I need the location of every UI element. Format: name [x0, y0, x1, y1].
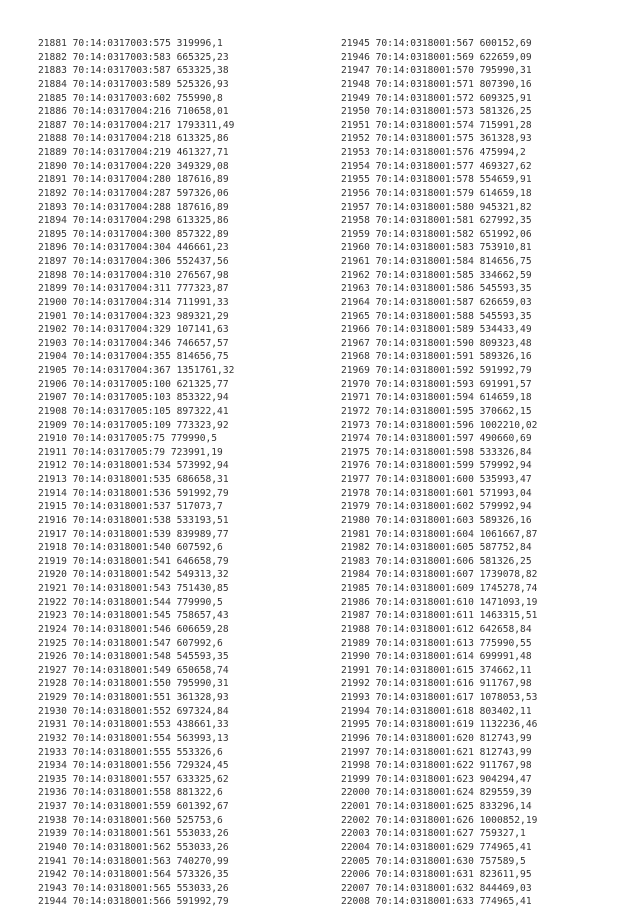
list-item: 21923 70:14:0318001:545 758657,43 [38, 610, 229, 622]
list-item: 21884 70:14:0317003:589 525326,93 [38, 78, 229, 90]
list-item: 21950 70:14:0318001:573 581326,25 [341, 106, 532, 118]
list-item: 21940 70:14:0318001:562 553033,26 [38, 841, 229, 853]
list-item: 21989 70:14:0318001:613 775990,55 [341, 637, 532, 649]
list-item: 21881 70:14:0317003:575 319996,1 [38, 38, 223, 49]
list-item: 21935 70:14:0318001:557 633325,62 [38, 773, 229, 785]
list-item: 21913 70:14:0318001:535 686658,31 [38, 474, 229, 485]
list-item: 22004 70:14:0318001:629 774965,41 [341, 841, 532, 853]
list-item: 21964 70:14:0318001:587 626659,03 [341, 296, 532, 308]
list-item: 21912 70:14:0318001:534 573992,94 [38, 460, 229, 472]
list-item: 21972 70:14:0318001:595 370662,15 [341, 405, 532, 417]
list-item: 21976 70:14:0318001:599 579992,94 [341, 460, 532, 472]
list-item: 21888 70:14:0317004:218 613325,86 [38, 133, 229, 145]
list-item: 21970 70:14:0318001:593 691991,57 [341, 378, 532, 390]
list-item: 21936 70:14:0318001:558 881322,6 [38, 787, 223, 799]
list-item: 21963 70:14:0318001:586 545593,35 [341, 283, 532, 295]
list-item: 21961 70:14:0318001:584 814656,75 [341, 256, 532, 267]
list-item: 21929 70:14:0318001:551 361328,93 [38, 692, 229, 703]
list-item: 21903 70:14:0317004:346 746657,57 [38, 337, 229, 349]
list-item: 21984 70:14:0318001:607 1739078,82 [341, 569, 538, 581]
list-item: 21954 70:14:0318001:577 469327,62 [341, 160, 532, 172]
list-item: 21895 70:14:0317004:300 857322,89 [38, 228, 229, 240]
list-item: 21995 70:14:0318001:619 1132236,46 [341, 719, 538, 731]
list-item: 21966 70:14:0318001:589 534433,49 [341, 324, 532, 336]
list-item: 21957 70:14:0318001:580 945321,82 [341, 201, 532, 213]
list-item: 22002 70:14:0318001:626 1000852,19 [341, 814, 538, 826]
list-item: 21958 70:14:0318001:581 627992,35 [341, 215, 532, 227]
list-item: 21911 70:14:0317005:79 723991,19 [38, 446, 223, 458]
list-item: 21987 70:14:0318001:611 1463315,51 [341, 610, 538, 622]
list-item: 21904 70:14:0317004:355 814656,75 [38, 351, 229, 363]
list-item: 21945 70:14:0318001:567 600152,69 [341, 38, 532, 49]
list-item: 21990 70:14:0318001:614 699991,48 [341, 651, 532, 663]
list-item: 21980 70:14:0318001:603 589326,16 [341, 514, 532, 526]
list-item: 21910 70:14:0317005:75 779990,5 [38, 433, 218, 445]
list-item: 21937 70:14:0318001:559 601392,67 [38, 801, 229, 812]
list-item: 21978 70:14:0318001:601 571993,04 [341, 487, 532, 499]
list-item: 21998 70:14:0318001:622 911767,98 [341, 760, 532, 772]
list-item: 21969 70:14:0318001:592 591992,79 [341, 365, 532, 376]
list-item: 21901 70:14:0317004:323 989321,29 [38, 310, 229, 322]
list-item: 21900 70:14:0317004:314 711991,33 [38, 296, 229, 308]
list-item: 21956 70:14:0318001:579 614659,18 [341, 187, 532, 199]
list-item: 21967 70:14:0318001:590 809323,48 [341, 337, 532, 349]
list-item: 21993 70:14:0318001:617 1078053,53 [341, 692, 538, 703]
list-item: 21983 70:14:0318001:606 581326,25 [341, 555, 532, 567]
list-item: 21906 70:14:0317005:100 621325,77 [38, 378, 229, 390]
list-item: 21959 70:14:0318001:582 651992,06 [341, 228, 532, 240]
list-item: 21918 70:14:0318001:540 607592,6 [38, 542, 223, 554]
list-item: 21997 70:14:0318001:621 812743,99 [341, 746, 532, 758]
list-item: 21941 70:14:0318001:563 740270,99 [38, 855, 229, 867]
left-column [38, 37, 234, 909]
list-item: 21938 70:14:0318001:560 525753,6 [38, 814, 223, 826]
list-item: 21893 70:14:0317004:288 187616,89 [38, 201, 229, 213]
list-item: 21902 70:14:0317004:329 107141,63 [38, 324, 229, 336]
list-item: 21999 70:14:0318001:623 904294,47 [341, 773, 532, 785]
list-item: 21898 70:14:0317004:310 276567,98 [38, 269, 229, 281]
list-item: 21916 70:14:0318001:538 533193,51 [38, 514, 229, 526]
list-item: 21928 70:14:0318001:550 795990,31 [38, 678, 229, 690]
list-item: 21882 70:14:0317003:583 665325,23 [38, 51, 229, 63]
list-item: 21915 70:14:0318001:537 517073,7 [38, 501, 223, 513]
list-item: 22000 70:14:0318001:624 829559,39 [341, 787, 532, 799]
list-item: 21996 70:14:0318001:620 812743,99 [341, 732, 532, 744]
list-item: 22001 70:14:0318001:625 833296,14 [341, 801, 532, 812]
list-item: 21909 70:14:0317005:109 773323,92 [38, 419, 229, 431]
list-item: 21977 70:14:0318001:600 535993,47 [341, 474, 532, 485]
list-item: 21930 70:14:0318001:552 697324,84 [38, 705, 229, 717]
list-item: 21982 70:14:0318001:605 587752,84 [341, 542, 532, 554]
list-item: 21943 70:14:0318001:565 553033,26 [38, 882, 229, 894]
list-item: 21952 70:14:0318001:575 361328,93 [341, 133, 532, 145]
list-item: 21905 70:14:0317004:367 1351761,32 [38, 365, 235, 376]
list-item: 21899 70:14:0317004:311 777323,87 [38, 283, 229, 295]
list-item: 21975 70:14:0318001:598 533326,84 [341, 446, 532, 458]
list-item: 21891 70:14:0317004:280 187616,89 [38, 174, 229, 186]
list-item: 21885 70:14:0317003:602 755990,8 [38, 92, 223, 104]
list-item: 21991 70:14:0318001:615 374662,11 [341, 664, 532, 676]
list-item: 21973 70:14:0318001:596 1002210,02 [341, 419, 538, 431]
list-item: 21914 70:14:0318001:536 591992,79 [38, 487, 229, 499]
list-item: 21894 70:14:0317004:298 613325,86 [38, 215, 229, 227]
list-item: 21887 70:14:0317004:217 1793311,49 [38, 119, 235, 131]
list-item: 21960 70:14:0318001:583 753910,81 [341, 242, 532, 254]
list-item: 21946 70:14:0318001:569 622659,09 [341, 51, 532, 63]
list-item: 21921 70:14:0318001:543 751430,85 [38, 583, 229, 594]
list-item: 21897 70:14:0317004:306 552437,56 [38, 256, 229, 267]
list-item: 21953 70:14:0318001:576 475994,2 [341, 147, 526, 158]
list-item: 21889 70:14:0317004:219 461327,71 [38, 147, 229, 158]
list-item: 21986 70:14:0318001:610 1471093,19 [341, 596, 538, 608]
list-item: 21948 70:14:0318001:571 807390,16 [341, 78, 532, 90]
list-item: 21992 70:14:0318001:616 911767,98 [341, 678, 532, 690]
list-item: 21926 70:14:0318001:548 545593,35 [38, 651, 229, 663]
list-item: 22003 70:14:0318001:627 759327,1 [341, 828, 526, 840]
list-item: 21922 70:14:0318001:544 779990,5 [38, 596, 223, 608]
list-item: 21924 70:14:0318001:546 606659,28 [38, 623, 229, 635]
list-item: 21955 70:14:0318001:578 554659,91 [341, 174, 532, 186]
list-item: 21944 70:14:0318001:566 591992,79 [38, 896, 229, 908]
right-column [341, 37, 537, 909]
list-item: 22006 70:14:0318001:631 823611,95 [341, 869, 532, 881]
list-item: 21886 70:14:0317004:216 710658,01 [38, 106, 229, 118]
list-item: 21962 70:14:0318001:585 334662,59 [341, 269, 532, 281]
list-item: 21965 70:14:0318001:588 545593,35 [341, 310, 532, 322]
list-item: 21942 70:14:0318001:564 573326,35 [38, 869, 229, 881]
list-item: 21896 70:14:0317004:304 446661,23 [38, 242, 229, 254]
list-item: 21883 70:14:0317003:587 653325,38 [38, 65, 229, 77]
list-item: 21933 70:14:0318001:555 553326,6 [38, 746, 223, 758]
list-item: 21947 70:14:0318001:570 795990,31 [341, 65, 532, 77]
list-item: 21988 70:14:0318001:612 642658,84 [341, 623, 532, 635]
list-item: 21919 70:14:0318001:541 646658,79 [38, 555, 229, 567]
list-item: 21920 70:14:0318001:542 549313,32 [38, 569, 229, 581]
list-item: 21931 70:14:0318001:553 438661,33 [38, 719, 229, 731]
list-item: 21925 70:14:0318001:547 607992,6 [38, 637, 223, 649]
list-item: 21951 70:14:0318001:574 715991,28 [341, 119, 532, 131]
list-item: 21939 70:14:0318001:561 553033,26 [38, 828, 229, 840]
list-item: 21974 70:14:0318001:597 490660,69 [341, 433, 532, 445]
list-item: 21979 70:14:0318001:602 579992,94 [341, 501, 532, 513]
list-item: 21934 70:14:0318001:556 729324,45 [38, 760, 229, 772]
list-item: 21890 70:14:0317004:220 349329,08 [38, 160, 229, 172]
list-item: 21892 70:14:0317004:287 597326,06 [38, 187, 229, 199]
list-item: 21968 70:14:0318001:591 589326,16 [341, 351, 532, 363]
list-item: 21932 70:14:0318001:554 563993,13 [38, 732, 229, 744]
list-item: 21994 70:14:0318001:618 803402,11 [341, 705, 532, 717]
list-item: 21927 70:14:0318001:549 650658,74 [38, 664, 229, 676]
list-item: 22007 70:14:0318001:632 844469,03 [341, 882, 532, 894]
list-item: 21907 70:14:0317005:103 853322,94 [38, 392, 229, 404]
list-item: 21908 70:14:0317005:105 897322,41 [38, 405, 229, 417]
list-item: 21917 70:14:0318001:539 839989,77 [38, 528, 229, 540]
list-item: 22005 70:14:0318001:630 757589,5 [341, 855, 526, 867]
list-item: 21949 70:14:0318001:572 609325,91 [341, 92, 532, 104]
list-item: 21985 70:14:0318001:609 1745278,74 [341, 583, 538, 594]
list-item: 22008 70:14:0318001:633 774965,41 [341, 896, 532, 908]
list-item: 21981 70:14:0318001:604 1061667,87 [341, 528, 538, 540]
list-item: 21971 70:14:0318001:594 614659,18 [341, 392, 532, 404]
